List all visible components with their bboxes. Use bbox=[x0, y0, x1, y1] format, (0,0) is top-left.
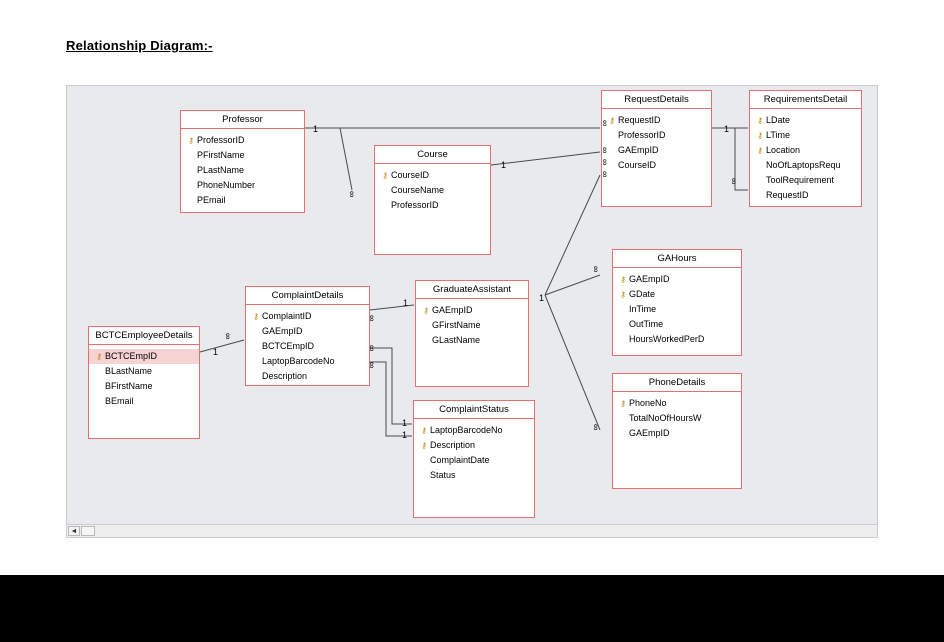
field-row[interactable] bbox=[602, 158, 711, 173]
field-label: OutTime bbox=[629, 319, 664, 329]
field-row[interactable] bbox=[181, 178, 304, 193]
table-title: GraduateAssistant bbox=[416, 281, 528, 299]
field-label: LTime bbox=[766, 130, 791, 140]
field-row[interactable] bbox=[416, 333, 528, 348]
field-label: GAEmpID bbox=[262, 326, 303, 336]
field-row[interactable] bbox=[602, 128, 711, 143]
cardinality-one: 1 bbox=[402, 418, 408, 428]
cardinality-one: 1 bbox=[403, 298, 409, 308]
primary-key-icon: ⚷ bbox=[620, 290, 626, 299]
cardinality-many: ∞ bbox=[600, 147, 610, 154]
field-row[interactable] bbox=[750, 113, 861, 128]
primary-key-icon: ⚷ bbox=[609, 116, 615, 125]
primary-key-icon: ⚷ bbox=[757, 131, 763, 140]
cardinality-one: 1 bbox=[313, 124, 319, 134]
primary-key-icon: ⚷ bbox=[188, 136, 194, 145]
table-gahours[interactable] bbox=[612, 249, 742, 356]
field-row[interactable] bbox=[414, 423, 534, 438]
field-row[interactable] bbox=[602, 113, 711, 128]
field-label: ToolRequirement bbox=[766, 175, 835, 185]
field-row[interactable] bbox=[89, 364, 199, 379]
cardinality-many: ∞ bbox=[367, 362, 377, 369]
scrollbar-thumb[interactable] bbox=[81, 526, 95, 536]
field-row[interactable] bbox=[375, 168, 490, 183]
table-course[interactable] bbox=[374, 145, 491, 255]
table-bctcemployeedetails[interactable] bbox=[88, 326, 200, 439]
field-label: BLastName bbox=[105, 366, 153, 376]
table-title: BCTCEmployeeDetails bbox=[89, 327, 199, 345]
table-field-list bbox=[246, 305, 369, 388]
footer-bar bbox=[0, 575, 944, 642]
field-row[interactable] bbox=[416, 303, 528, 318]
field-label: Location bbox=[766, 145, 801, 155]
field-row[interactable] bbox=[246, 339, 369, 354]
field-label: LaptopBarcodeNo bbox=[262, 356, 335, 366]
table-field-list bbox=[375, 164, 490, 217]
table-field-list bbox=[414, 419, 534, 487]
primary-key-icon: ⚷ bbox=[620, 399, 626, 408]
cardinality-many: ∞ bbox=[600, 159, 610, 166]
table-field-list bbox=[613, 268, 741, 351]
scroll-left-arrow-icon[interactable]: ◄ bbox=[68, 526, 80, 536]
field-label: GLastName bbox=[432, 335, 481, 345]
field-label: GFirstName bbox=[432, 320, 481, 330]
table-field-list bbox=[89, 345, 199, 413]
field-label: BCTCEmpID bbox=[262, 341, 315, 351]
field-label: GAEmpID bbox=[432, 305, 473, 315]
field-label: BFirstName bbox=[105, 381, 153, 391]
primary-key-icon: ⚷ bbox=[757, 116, 763, 125]
cardinality-one: 1 bbox=[501, 160, 507, 170]
field-label: CourseID bbox=[391, 170, 430, 180]
cardinality-one: 1 bbox=[213, 347, 219, 357]
primary-key-icon: ⚷ bbox=[421, 441, 427, 450]
table-field-list bbox=[416, 299, 528, 352]
field-label: Description bbox=[430, 440, 476, 450]
field-row[interactable] bbox=[246, 324, 369, 339]
field-row[interactable] bbox=[181, 193, 304, 208]
primary-key-icon: ⚷ bbox=[382, 171, 388, 180]
table-phonedetails[interactable] bbox=[612, 373, 742, 489]
field-label: PFirstName bbox=[197, 150, 245, 160]
field-row[interactable] bbox=[613, 272, 741, 287]
primary-key-icon: ⚷ bbox=[620, 275, 626, 284]
field-row[interactable] bbox=[613, 396, 741, 411]
field-row[interactable] bbox=[181, 148, 304, 163]
table-title: ComplaintStatus bbox=[414, 401, 534, 419]
field-row[interactable] bbox=[602, 143, 711, 158]
table-field-list bbox=[750, 109, 861, 207]
field-row[interactable] bbox=[181, 133, 304, 148]
field-label: BCTCEmpID bbox=[105, 351, 158, 361]
field-label: NoOfLaptopsRequ bbox=[766, 160, 841, 170]
field-label: HoursWorkedPerD bbox=[629, 334, 705, 344]
cardinality-many: ∞ bbox=[223, 333, 233, 340]
cardinality-many: ∞ bbox=[591, 266, 601, 273]
field-label: GAEmpID bbox=[618, 145, 659, 155]
field-row[interactable] bbox=[750, 188, 861, 203]
field-label: RequestID bbox=[766, 190, 809, 200]
primary-key-icon: ⚷ bbox=[253, 312, 259, 321]
table-title: RequestDetails bbox=[602, 91, 711, 109]
cardinality-many: ∞ bbox=[367, 345, 377, 352]
field-label: Status bbox=[430, 470, 456, 480]
field-row[interactable] bbox=[181, 163, 304, 178]
field-label: GDate bbox=[629, 289, 656, 299]
field-row[interactable] bbox=[375, 198, 490, 213]
table-field-list bbox=[602, 109, 711, 177]
field-row[interactable] bbox=[613, 302, 741, 317]
cardinality-many: ∞ bbox=[367, 315, 377, 322]
cardinality-one: 1 bbox=[724, 124, 730, 134]
field-row[interactable] bbox=[246, 354, 369, 369]
horizontal-scrollbar[interactable] bbox=[66, 524, 878, 538]
table-graduateassistant[interactable] bbox=[415, 280, 529, 387]
cardinality-many: ∞ bbox=[729, 178, 739, 185]
field-row[interactable] bbox=[613, 287, 741, 302]
table-title: RequirementsDetail bbox=[750, 91, 861, 109]
field-label: RequestID bbox=[618, 115, 661, 125]
field-label: LDate bbox=[766, 115, 791, 125]
field-row[interactable] bbox=[89, 379, 199, 394]
field-row[interactable] bbox=[89, 349, 199, 364]
field-row[interactable] bbox=[613, 317, 741, 332]
field-row[interactable] bbox=[246, 369, 369, 384]
field-label: InTime bbox=[629, 304, 657, 314]
primary-key-icon: ⚷ bbox=[421, 426, 427, 435]
cardinality-one: 1 bbox=[402, 430, 408, 440]
field-row[interactable] bbox=[414, 438, 534, 453]
field-label: GAEmpID bbox=[629, 274, 670, 284]
field-label: TotalNoOfHoursW bbox=[629, 413, 702, 423]
field-row[interactable] bbox=[89, 394, 199, 409]
table-title: ComplaintDetails bbox=[246, 287, 369, 305]
primary-key-icon: ⚷ bbox=[423, 306, 429, 315]
field-row[interactable] bbox=[613, 426, 741, 441]
cardinality-one: 1 bbox=[539, 293, 545, 303]
page-title: Relationship Diagram:- bbox=[66, 38, 213, 53]
field-label: PLastName bbox=[197, 165, 245, 175]
field-label: ComplaintID bbox=[262, 311, 312, 321]
primary-key-icon: ⚷ bbox=[757, 146, 763, 155]
field-row[interactable] bbox=[416, 318, 528, 333]
field-label: CourseName bbox=[391, 185, 445, 195]
table-field-list bbox=[613, 392, 741, 445]
table-title: GAHours bbox=[613, 250, 741, 268]
table-complaintstatus[interactable] bbox=[413, 400, 535, 518]
field-row[interactable] bbox=[750, 158, 861, 173]
field-row[interactable] bbox=[750, 128, 861, 143]
cardinality-many: ∞ bbox=[600, 171, 610, 178]
field-label: PEmail bbox=[197, 195, 226, 205]
field-label: ProfessorID bbox=[618, 130, 666, 140]
table-complaintdetails[interactable] bbox=[245, 286, 370, 386]
field-label: BEmail bbox=[105, 396, 134, 406]
field-row[interactable] bbox=[414, 468, 534, 483]
table-requestdetails[interactable] bbox=[601, 90, 712, 207]
field-row[interactable] bbox=[613, 411, 741, 426]
field-row[interactable] bbox=[750, 143, 861, 158]
table-professor[interactable] bbox=[180, 110, 305, 213]
field-label: CourseID bbox=[618, 160, 657, 170]
field-row[interactable] bbox=[375, 183, 490, 198]
field-label: ProfessorID bbox=[391, 200, 439, 210]
primary-key-icon: ⚷ bbox=[96, 352, 102, 361]
table-title: Professor bbox=[181, 111, 304, 129]
field-label: ProfessorID bbox=[197, 135, 245, 145]
table-title: Course bbox=[375, 146, 490, 164]
table-requirementsdetail[interactable] bbox=[749, 90, 862, 207]
field-label: Description bbox=[262, 371, 308, 381]
field-label: LaptopBarcodeNo bbox=[430, 425, 503, 435]
cardinality-many: ∞ bbox=[600, 120, 610, 127]
field-row[interactable] bbox=[613, 332, 741, 347]
field-label: PhoneNumber bbox=[197, 180, 256, 190]
field-row[interactable] bbox=[414, 453, 534, 468]
table-field-list bbox=[181, 129, 304, 212]
cardinality-many: ∞ bbox=[347, 191, 357, 198]
field-row[interactable] bbox=[246, 309, 369, 324]
field-label: GAEmpID bbox=[629, 428, 670, 438]
table-title: PhoneDetails bbox=[613, 374, 741, 392]
field-label: PhoneNo bbox=[629, 398, 667, 408]
field-label: ComplaintDate bbox=[430, 455, 490, 465]
field-row[interactable] bbox=[750, 173, 861, 188]
cardinality-many: ∞ bbox=[591, 424, 601, 431]
